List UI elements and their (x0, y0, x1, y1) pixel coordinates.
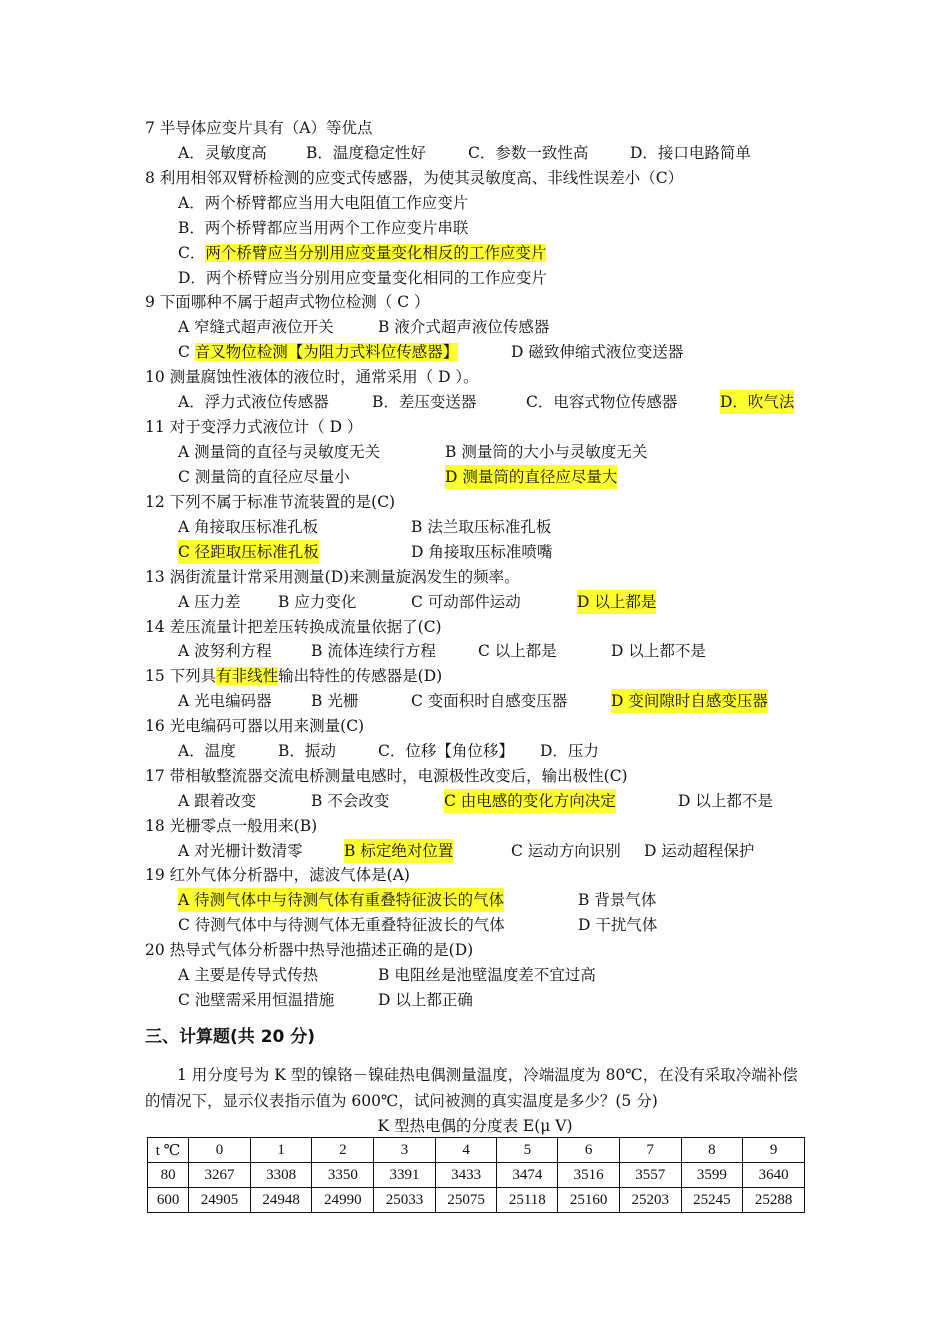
question-20-stem: 20 热导式气体分析器中热导池描述正确的是(D) (145, 941, 474, 959)
option-b: B 光栅 (311, 692, 359, 710)
option-a: A．两个桥臂都应当用大电阻值工作应变片 (178, 194, 469, 212)
table-cell: 3267 (189, 1163, 251, 1188)
option-b: B 液介式超声液位传感器 (378, 318, 550, 336)
table-cell: 8 (681, 1138, 743, 1163)
table-cell: 3 (374, 1138, 436, 1163)
question-8-stem: 8 利用相邻双臂桥检测的应变式传感器，为使其灵敏度高、非线性误差小（C） (145, 169, 684, 187)
question-16-stem: 16 光电编码可器以用来测量(C) (145, 717, 365, 735)
table-cell: 25118 (497, 1188, 558, 1213)
option-a: A 窄缝式超声液位开关 (178, 318, 334, 336)
option-c-highlighted: C 由电感的变化方向决定 (444, 789, 616, 813)
table-cell: 25033 (374, 1188, 436, 1213)
table-cell: 1 (250, 1138, 312, 1163)
table-cell: 6 (558, 1138, 620, 1163)
option-b: B．振动 (278, 742, 336, 760)
table-row (148, 1163, 805, 1188)
table-cell: 7 (619, 1138, 681, 1163)
table-cell: 3308 (250, 1163, 312, 1188)
stem-text: 输出特性的传感器是(D) (278, 667, 443, 685)
question-10-stem: 10 测量腐蚀性液体的液位时，通常采用（ D ）。 (145, 368, 479, 386)
option-a: A 压力差 (178, 593, 241, 611)
option-b: B 电阻丝是池壁温度差不宜过高 (378, 966, 596, 984)
table-cell: 25203 (619, 1188, 681, 1213)
highlighted-answer: 音叉物位检测【为阻力式料位传感器】 (194, 343, 459, 361)
option-d: D 以上都正确 (378, 991, 473, 1009)
option-d-highlighted: D 变间隙时自感变压器 (611, 689, 768, 713)
question-15-stem (145, 664, 442, 688)
table-cell: 2 (312, 1138, 374, 1163)
table-cell: 3433 (435, 1163, 497, 1188)
option-d-highlighted: D 以上都是 (577, 590, 656, 614)
option-c: C 待测气体中与待测气体无重叠特征波长的气体 (178, 916, 505, 934)
option-c: C．位移【角位移】 (378, 742, 514, 760)
option-c-prefix: C． (178, 244, 206, 262)
option-b: B 背景气体 (578, 891, 657, 909)
option-d-highlighted: D 测量筒的直径应尽量大 (445, 465, 617, 489)
table-cell: 9 (743, 1138, 805, 1163)
option-b-highlighted: B 标定绝对位置 (344, 839, 453, 863)
option-b: B．温度稳定性好 (306, 144, 426, 162)
option-c: C 池壁需采用恒温措施 (178, 991, 335, 1009)
option-d: D 运动超程保护 (644, 842, 755, 860)
stem-highlight: 有非线性 (216, 667, 279, 685)
question-13-stem: 13 涡街流量计常采用测量(D)来测量旋涡发生的频率。 (145, 568, 520, 586)
option-d: D 干扰气体 (578, 916, 658, 934)
table-cell: 3640 (743, 1163, 805, 1188)
option-c (178, 241, 546, 265)
table-cell: 24948 (250, 1188, 312, 1213)
option-c: C 可动部件运动 (411, 593, 521, 611)
option-c: C 以上都是 (478, 642, 557, 660)
option-c: C 变面积时自感变压器 (411, 692, 568, 710)
option-c: C 测量筒的直径应尽量小 (178, 468, 350, 486)
question-7-stem: 7 半导体应变片具有（A）等优点 (145, 119, 373, 137)
option-b: B 应力变化 (278, 593, 357, 611)
option-b: B 法兰取压标准孔板 (411, 518, 552, 536)
option-d: D 以上都不是 (678, 792, 773, 810)
table-cell: 3391 (374, 1163, 436, 1188)
table-cell: 25245 (681, 1188, 743, 1213)
option-c (178, 340, 458, 364)
option-d: D．两个桥臂应当分别用应变量变化相同的工作应变片 (178, 269, 547, 287)
option-a: A 跟着改变 (178, 792, 257, 810)
option-d: D．接口电路简单 (630, 144, 751, 162)
table-cell: 25288 (743, 1188, 805, 1213)
table-header-row (148, 1138, 805, 1163)
option-c-prefix: C (178, 343, 195, 361)
option-a-highlighted: A 待测气体中与待测气体有重叠特征波长的气体 (178, 888, 504, 912)
option-b: B 流体连续行方程 (311, 642, 436, 660)
option-d: D 角接取压标准喷嘴 (411, 543, 553, 561)
highlighted-answer: 两个桥臂应当分别用应变量变化相反的工作应变片 (205, 244, 547, 262)
table-cell: 3516 (558, 1163, 620, 1188)
option-b: B 不会改变 (311, 792, 390, 810)
table-cell: t ℃ (148, 1138, 189, 1163)
option-c-highlighted: C 径距取压标准孔板 (178, 540, 319, 564)
option-a: A 主要是传导式传热 (178, 966, 319, 984)
option-a: A 角接取压标准孔板 (178, 518, 319, 536)
table-cell: 600 (148, 1188, 189, 1213)
section-heading: 三、计算题(共 20 分) (145, 1027, 316, 1047)
table-cell: 25075 (435, 1188, 497, 1213)
option-d: D 磁致伸缩式液位变送器 (511, 343, 684, 361)
option-c: C．参数一致性高 (468, 144, 589, 162)
table-cell: 80 (148, 1163, 189, 1188)
option-c: C．电容式物位传感器 (526, 393, 678, 411)
option-a: A．温度 (178, 742, 236, 760)
stem-text: 15 下列具 (145, 667, 217, 685)
question-17-stem: 17 带相敏整流器交流电桥测量电感时，电源极性改变后，输出极性(C) (145, 767, 628, 785)
question-19-stem: 19 红外气体分析器中，滤波气体是(A) (145, 866, 410, 884)
option-b: B 测量筒的大小与灵敏度无关 (445, 443, 648, 461)
question-18-stem: 18 光栅零点一般用来(B) (145, 817, 318, 835)
table-cell: 25160 (558, 1188, 620, 1213)
table-cell: 3350 (312, 1163, 374, 1188)
problem-1-text: 1 用分度号为 K 型的镍铬－镍硅热电偶测量温度，冷端温度为 80℃，在没有采取冷端补偿的情况下，显示仪表指示值为 600℃，试问被测的真实温度是多少？(5 分) (145, 1066, 798, 1110)
question-11-stem: 11 对于变浮力式液位计（ D ） (145, 418, 363, 436)
table-caption: K 型热电偶的分度表 E(μ V) (377, 1117, 573, 1135)
table-cell: 3474 (497, 1163, 558, 1188)
table-row (148, 1188, 805, 1213)
thermocouple-table (147, 1137, 805, 1213)
option-b: B．两个桥臂都应当用两个工作应变片串联 (178, 219, 469, 237)
option-a: A．灵敏度高 (178, 144, 267, 162)
table-cell: 4 (435, 1138, 497, 1163)
option-c: C 运动方向识别 (511, 842, 621, 860)
option-a: A．浮力式液位传感器 (178, 393, 329, 411)
question-14-stem: 14 差压流量计把差压转换成流量依据了(C) (145, 618, 442, 636)
table-cell: 0 (189, 1138, 251, 1163)
question-9-stem: 9 下面哪种不属于超声式物位检测（ C ） (145, 293, 430, 311)
option-d: D 以上都不是 (611, 642, 706, 660)
table-cell: 3557 (619, 1163, 681, 1188)
question-12-stem: 12 下列不属于标准节流装置的是(C) (145, 493, 396, 511)
option-d: D．压力 (540, 742, 599, 760)
table-cell: 5 (497, 1138, 558, 1163)
option-a: A 对光栅计数清零 (178, 842, 303, 860)
table-cell: 3599 (681, 1163, 743, 1188)
option-d-highlighted: D．吹气法 (720, 390, 794, 414)
table-cell: 24905 (189, 1188, 251, 1213)
option-b: B．差压变送器 (372, 393, 477, 411)
option-a: A 测量筒的直径与灵敏度无关 (178, 443, 381, 461)
option-a: A 波努利方程 (178, 642, 272, 660)
table-cell: 24990 (312, 1188, 374, 1213)
option-a: A 光电编码器 (178, 692, 272, 710)
